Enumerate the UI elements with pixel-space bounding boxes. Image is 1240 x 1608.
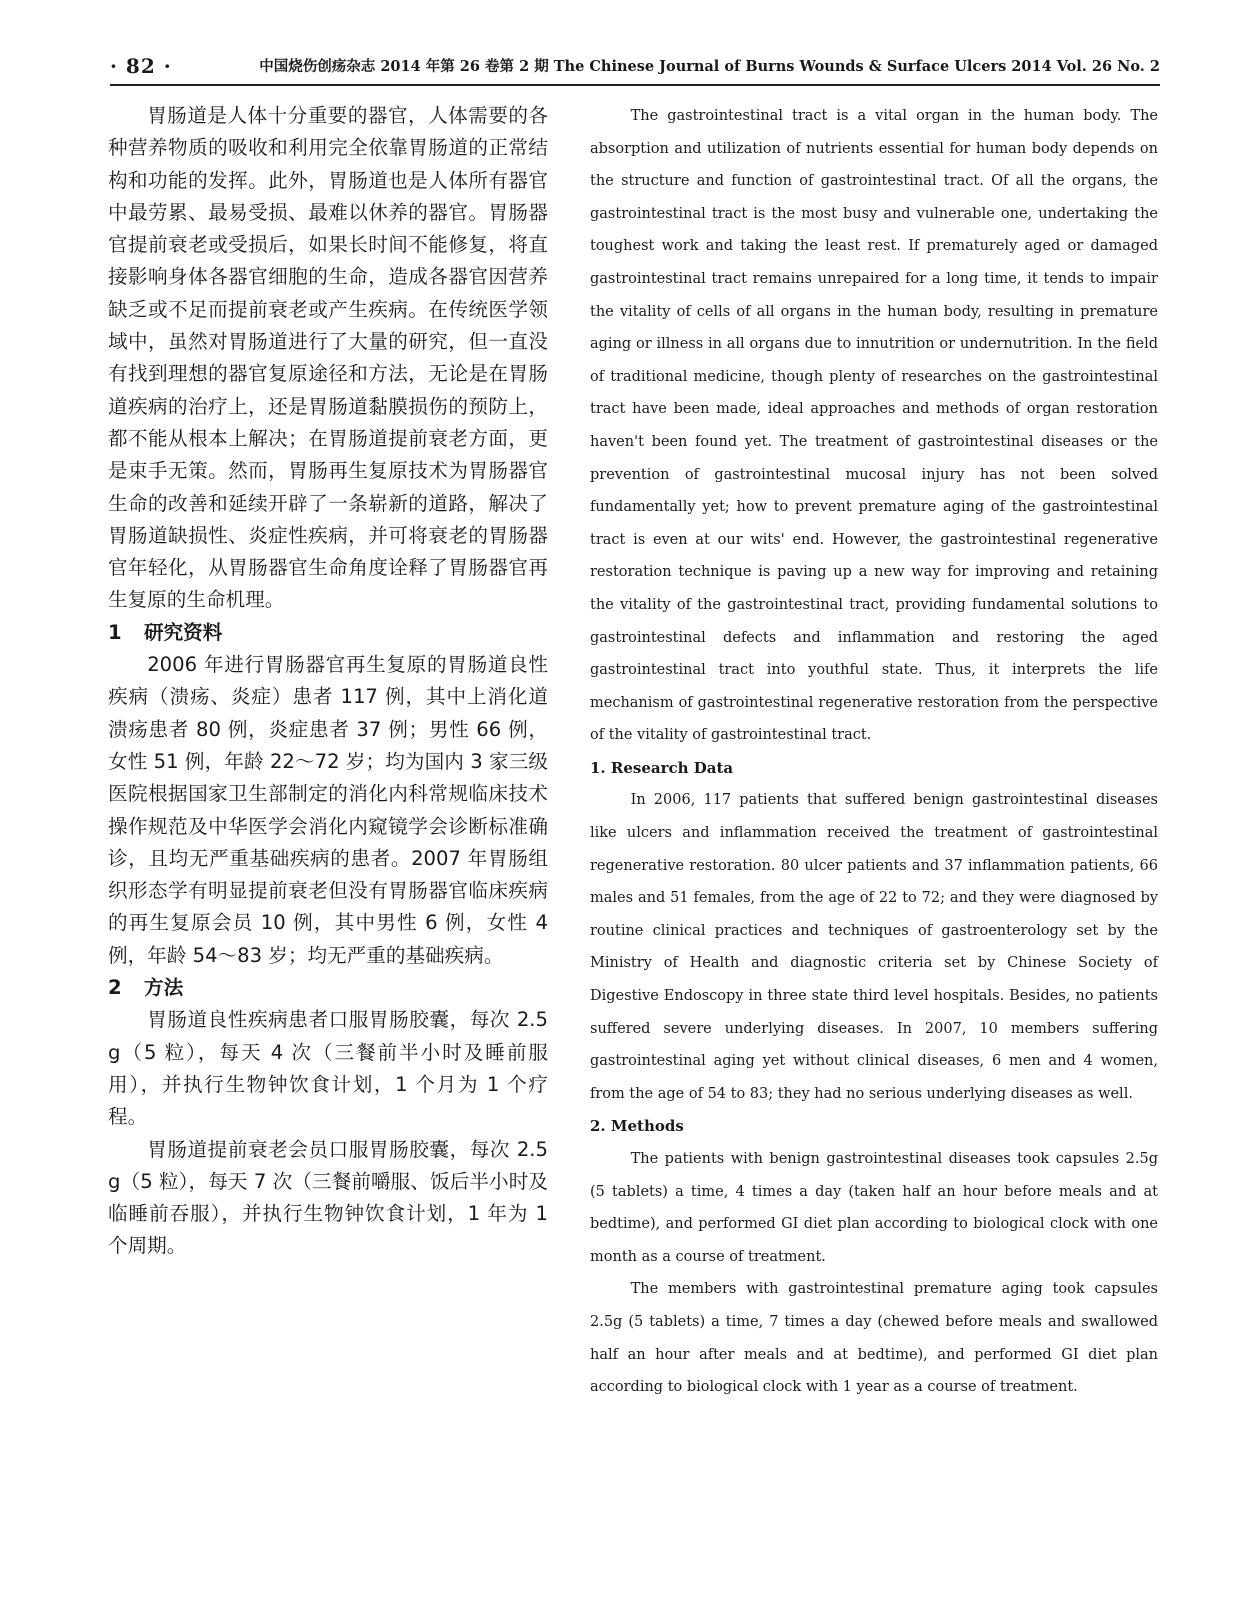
en-section-2-paragraph-1: The patients with benign gastrointestinal diseases took capsules 2.5g (5 tablets) a time, 4 times a day (taken half an hour before meals and at bedtime), and performed GI diet plan according to biological clock with one month as a course of treatment.	[590, 1151, 1158, 1265]
zh-section-2-heading	[108, 972, 548, 1004]
journal-citation: 中国烧伤创疡杂志 2014 年第 26 卷第 2 期 The Chinese Journal of Burns Wounds & Surface Ulcers 2014 Vol. 26 No. 2	[259, 58, 1160, 75]
zh-section-1-heading	[108, 617, 548, 649]
zh-section-2-title: 方法	[144, 976, 184, 1000]
zh-section-2-paragraph-1: 胃肠道良性疾病患者口服胃肠胶囊，每次 2.5 g（5 粒），每天 4 次（三餐前半小时及睡前服用），并执行生物钟饮食计划，1 个月为 1 个疗程。	[108, 1008, 548, 1129]
en-section-2-heading: 2. Methods	[590, 1117, 684, 1136]
chinese-column	[108, 100, 548, 1263]
zh-section-1-paragraph: 2006 年进行胃肠器官再生复原的胃肠道良性疾病（溃疡、炎症）患者 117 例，其中上消化道溃疡患者 80 例，炎症患者 37 例；男性 66 例，女性 51 例，年龄 22～72 岁；均为国内 3 家三级医院根据国家卫生部制定的消化内科常规临床技术操作规范及中华医学会消化内窥镜学会诊断标准确诊，且均无严重基础疾病的患者。2007 年胃肠组织形态学有明显提前衰老但没有胃肠器官临床疾病的再生复原会员 10 例，其中男性 6 例，女性 4 例，年龄 54～83 岁；均无严重的基础疾病。	[108, 653, 548, 967]
zh-section-1-number: 1	[108, 620, 122, 644]
english-column	[590, 100, 1158, 1404]
zh-section-2-number: 2	[108, 976, 122, 1000]
en-intro-paragraph: The gastrointestinal tract is a vital organ in the human body. The absorption and utilization of nutrients essential for human body depends on the structure and function of gastrointestinal tract. Of all the organs, the gastrointestinal tract is the most busy and vulnerable one, undertaking the toughest work and taking the least rest. If prematurely aged or damaged gastrointestinal tract remains unrepaired for a long time, it tends to impair the vitality of cells of all organs in the human body, resulting in premature aging or illness in all organs due to innutrition or undernutrition. In the field of traditional medicine, though plenty of researches on the gastrointestinal tract have been made, ideal approaches and methods of organ restoration haven't been found yet. The treatment of gastrointestinal diseases or the prevention of gastrointestinal mucosal injury has not been solved fundamentally yet; how to prevent premature aging of the gastrointestinal tract is even at our wits' end. However, the gastrointestinal regenerative restoration technique is paving up a new way for improving and retaining the vitality of the gastrointestinal tract, providing fundamental solutions to gastrointestinal defects and inflammation and restoring the aged gastrointestinal tract into youthful state. Thus, it interprets the life mechanism of gastrointestinal regenerative restoration from the perspective of the vitality of gastrointestinal tract.	[590, 108, 1158, 744]
en-section-2-paragraph-2: The members with gastrointestinal premature aging took capsules 2.5g (5 tablets) a time, 7 times a day (chewed before meals and swallowed half an hour after meals and at bedtime), and performed GI diet plan according to biological clock with 1 year as a course of treatment.	[590, 1281, 1158, 1396]
en-section-1-heading: 1. Research Data	[590, 758, 734, 777]
running-header	[110, 50, 1160, 86]
zh-intro-paragraph: 胃肠道是人体十分重要的器官，人体需要的各种营养物质的吸收和利用完全依靠胃肠道的正常结构和功能的发挥。此外，胃肠道也是人体所有器官中最劳累、最易受损、最难以休养的器官。胃肠器官提前衰老或受损后，如果长时间不能修复，将直接影响身体各器官细胞的生命，造成各器官因营养缺乏或不足而提前衰老或产生疾病。在传统医学领域中，虽然对胃肠道进行了大量的研究，但一直没有找到理想的器官复原途径和方法，无论是在胃肠道疾病的治疗上，还是胃肠道黏膜损伤的预防上，都不能从根本上解决；在胃肠道提前衰老方面，更是束手无策。然而，胃肠再生复原技术为胃肠器官生命的改善和延续开辟了一条崭新的道路，解决了胃肠道缺损性、炎症性疾病，并可将衰老的胃肠器官年轻化，从胃肠器官生命角度诠释了胃肠器官再生复原的生命机理。	[108, 104, 548, 612]
page-number: · 82 ·	[110, 54, 172, 78]
en-section-1-paragraph: In 2006, 117 patients that suffered benign gastrointestinal diseases like ulcers and inflammation received the treatment of gastrointestinal regenerative restoration. 80 ulcer patients and 37 inflammation patients, 66 males and 51 females, from the age of 22 to 72; and they were diagnosed by routine clinical practices and techniques of gastroenterology set by the Ministry of Health and diagnostic criteria set by Chinese Society of Digestive Endoscopy in three state third level hospitals. Besides, no patients suffered severe underlying diseases. In 2007, 10 members suffering gastrointestinal aging yet without clinical diseases, 6 men and 4 women, from the age of 54 to 83; they had no serious underlying diseases as well.	[590, 792, 1158, 1102]
zh-section-1-title: 研究资料	[144, 620, 223, 644]
zh-section-2-paragraph-2: 胃肠道提前衰老会员口服胃肠胶囊，每次 2.5 g（5 粒），每天 7 次（三餐前嚼服、饭后半小时及临睡前吞服），并执行生物钟饮食计划，1 年为 1 个周期。	[108, 1137, 548, 1258]
